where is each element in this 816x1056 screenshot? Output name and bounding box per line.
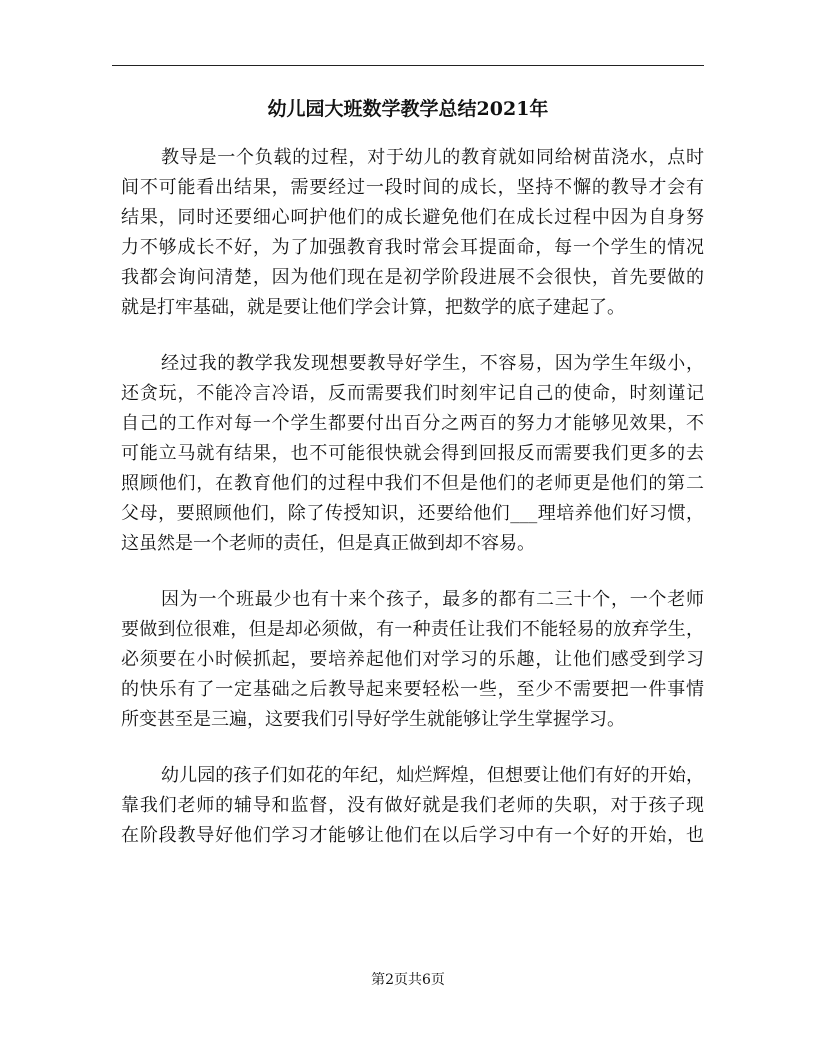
paragraph-2 bbox=[121, 349, 704, 559]
header-rule bbox=[112, 65, 704, 66]
text-line: 的快乐有了一定基础之后教导起来要轻松一些，至少不需要把一件事情 bbox=[121, 679, 704, 700]
text-line: 所变甚至是三遍，这要我们引导好学生就能够让学生掌握学习。 bbox=[121, 709, 625, 730]
text-line: 幼儿园的孩子们如花的年纪，灿烂辉煌，但想要让他们有好的开始， bbox=[161, 765, 704, 786]
document-title: 幼儿园大班数学教学总结2021年 bbox=[267, 98, 549, 120]
paragraph-3 bbox=[121, 585, 704, 735]
text-line: 就是打牢基础，就是要让他们学会计算，把数学的底子建起了。 bbox=[121, 297, 625, 318]
paragraph-1 bbox=[121, 143, 704, 323]
text-line: 这虽然是一个老师的责任，但是真正做到却不容易。 bbox=[121, 533, 535, 554]
paragraph-4 bbox=[121, 761, 704, 851]
text-line: 我都会询问清楚，因为他们现在是初学阶段进展不会很快，首先要做的 bbox=[121, 267, 704, 288]
text-line: 力不够成长不好，为了加强教育我时常会耳提面命，每一个学生的情况 bbox=[121, 237, 704, 258]
text-line: 父母，要照顾他们，除了传授知识，还要给他们___理培养他们好习惯， bbox=[121, 503, 704, 524]
text-line: 可能立马就有结果，也不可能很快就会得到回报反而需要我们更多的去 bbox=[121, 443, 704, 464]
text-line: 要做到位很难，但是却必须做，有一种责任让我们不能轻易的放弃学生， bbox=[121, 619, 704, 640]
text-line: 结果，同时还要细心呵护他们的成长避免他们在成长过程中因为自身努 bbox=[121, 207, 704, 228]
page-number: 第2页共6页 bbox=[371, 972, 445, 988]
document-body bbox=[121, 143, 704, 877]
text-line: 靠我们老师的辅导和监督，没有做好就是我们老师的失职，对于孩子现 bbox=[121, 795, 704, 816]
text-line: 因为一个班最少也有十来个孩子，最多的都有二三十个，一个老师 bbox=[161, 589, 704, 610]
text-line: 间不可能看出结果，需要经过一段时间的成长，坚持不懈的教导才会有 bbox=[121, 177, 704, 198]
text-line: 教导是一个负载的过程，对于幼儿的教育就如同给树苗浇水，点时 bbox=[161, 147, 704, 168]
text-line: 在阶段教导好他们学习才能够让他们在以后学习中有一个好的开始，也 bbox=[121, 825, 704, 846]
text-line: 自己的工作对每一个学生都要付出百分之两百的努力才能够见效果，不 bbox=[121, 413, 704, 434]
text-line: 照顾他们，在教育他们的过程中我们不但是他们的老师更是他们的第二 bbox=[121, 473, 704, 494]
text-line: 经过我的教学我发现想要教导好学生，不容易，因为学生年级小， bbox=[161, 353, 704, 374]
text-line: 必须要在小时候抓起，要培养起他们对学习的乐趣，让他们感受到学习 bbox=[121, 649, 704, 670]
text-line: 还贪玩，不能冷言冷语，反而需要我们时刻牢记自己的使命，时刻谨记 bbox=[121, 383, 704, 404]
